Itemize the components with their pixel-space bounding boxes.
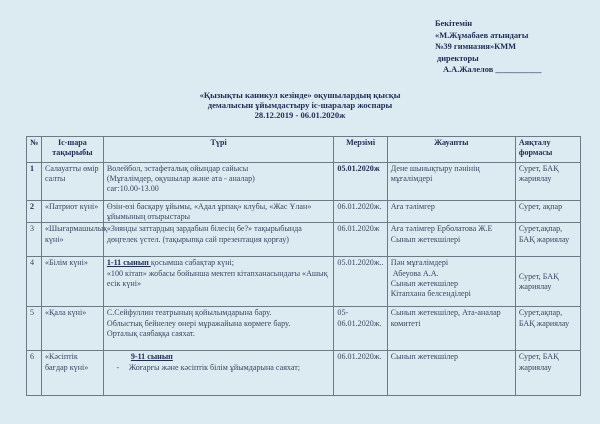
plan-table (26, 136, 581, 396)
type-line: Облыстық бейнелеу өнері мұражайына көрмеге бару. (106, 318, 291, 328)
header-responsible: Жауапты (387, 137, 515, 163)
row-type: Өзін-өзі басқару ұйымы, «Адал ұрпақ» клубы, «Жас Ұлан» ұйымының отырыстары (103, 201, 334, 223)
title-line: «Қызықты каникул кезінде» оқушылардың қысқы (199, 90, 401, 100)
row-date: 06.01.2020ж. (334, 351, 387, 396)
row-date: 06.01.2020ж (334, 223, 387, 257)
header-num: № (27, 137, 42, 163)
approval-line: директоры (437, 53, 479, 63)
responsible-line: Пән мұғалімдері (390, 258, 449, 268)
row-topic: «Шығармашылық күні» (41, 223, 103, 257)
type-text: қосымша сабақтар күні; (150, 258, 235, 268)
row-date: 06.01.2020ж. (334, 201, 387, 223)
row-form: Сурет, БАҚ жариялау (515, 163, 580, 201)
title-line: демалысын ұйымдастыру іс-шаралар жоспары (207, 100, 393, 111)
responsible-line: Сынып жетекшілер (390, 278, 459, 288)
approval-line: «М.Жұмабаев атындағы (435, 30, 529, 40)
type-heading (107, 352, 331, 362)
row-topic: «Кәсіптік бағдар күні» (41, 351, 103, 396)
approval-line: Бекітемін (435, 19, 473, 28)
header-type: Түрі (103, 137, 334, 163)
table-row (27, 351, 581, 396)
row-num: 3 (27, 223, 42, 257)
row-date: 05.01.2020ж (334, 163, 387, 201)
row-form: Сурет,ақпар, БАҚ жариялау (515, 307, 580, 351)
row-form: Сурет,ақпар, БАҚ жариялау (515, 223, 580, 257)
table-row (27, 257, 581, 307)
row-topic: «Патриот күні» (41, 201, 103, 223)
row-responsible: Дене шынықтыру пәнінің мұғалімдері (387, 163, 515, 201)
header-topic: Іс-шара тақырыбы (41, 137, 103, 163)
row-num: 4 (27, 257, 42, 307)
row-form: Сурет, БАҚ жариялау (515, 351, 580, 396)
row-responsible: Аға тәлімгер Ерболатова Ж.Е Сынып жетекшілері (387, 223, 515, 257)
row-responsible: Сынып жетекшілер, Ата-аналар комитеті (387, 307, 515, 351)
type-line (107, 258, 331, 268)
approval-block (435, 18, 541, 76)
row-type (103, 351, 334, 396)
row-type (103, 307, 334, 351)
type-line: сағ:10.00-13.00 (106, 184, 159, 194)
row-date: 05.01.2020ж.. (334, 257, 387, 307)
grade-range: 1-11 сынып (106, 258, 151, 268)
type-line: С.Сейфуллин театрының қойылымдарына бару. (106, 308, 272, 318)
type-line: (Мұғалімдер, оқушылар және ата - аналар) (106, 174, 255, 184)
header-form: Аяқталу формасы (515, 137, 580, 163)
table-row (27, 223, 581, 257)
document-title (150, 90, 450, 121)
row-topic: «Қала күні» (41, 307, 103, 351)
approval-line: №39 гимназия»КММ (435, 42, 517, 52)
type-text: Жоғарғы және кәсіптік білім ұйымдарына саяхат; (128, 362, 301, 372)
type-line: Волейбол, эстафеталық ойындар сайысы (106, 164, 249, 173)
type-line: Орталық саябаққа саяхат. (106, 328, 195, 338)
row-responsible: Аға тәлімгер (387, 201, 515, 223)
type-list-item (107, 363, 331, 373)
responsible-line: Абеуова А.А. (390, 268, 439, 278)
row-date: 05-06.01.2020ж. (334, 307, 387, 351)
row-num: 6 (27, 351, 42, 396)
table-row (27, 163, 581, 201)
row-num: 1 (27, 163, 42, 201)
row-form: Сурет, БАҚ жариялау (515, 257, 580, 307)
type-line: «100 кітап» жобасы бойынша мектеп кітапханасындағы «Ашық есік күні» (106, 268, 328, 288)
bullet-dash: - (116, 362, 120, 372)
row-type (103, 163, 334, 201)
row-form: Сурет, ақпар (515, 201, 580, 223)
table-row (27, 201, 581, 223)
row-type: «Зиянды заттардың зардабын білесің бе?» тақырыбында дөңгелек үстел. (тақырыпқа сай презентация қорғау) (103, 223, 334, 257)
responsible-line: Кітапхана белсенділері (390, 289, 471, 299)
grade-range: 9-11 сынып (130, 352, 173, 362)
row-topic: «Білім күні» (41, 257, 103, 307)
table-row (27, 307, 581, 351)
table-header-row (27, 137, 581, 163)
row-responsible: Сынып жетекшілер (387, 351, 515, 396)
approval-signature-line: А.А.Жалелов ___________ (443, 65, 542, 75)
row-responsible (387, 257, 515, 307)
row-num: 2 (27, 201, 42, 223)
row-num: 5 (27, 307, 42, 351)
title-dates: 28.12.2019 - 06.01.2020ж (254, 110, 346, 121)
row-topic: Салауатты өмір салты (41, 163, 103, 201)
row-type (103, 257, 334, 307)
header-date: Мерзімі (334, 137, 387, 163)
